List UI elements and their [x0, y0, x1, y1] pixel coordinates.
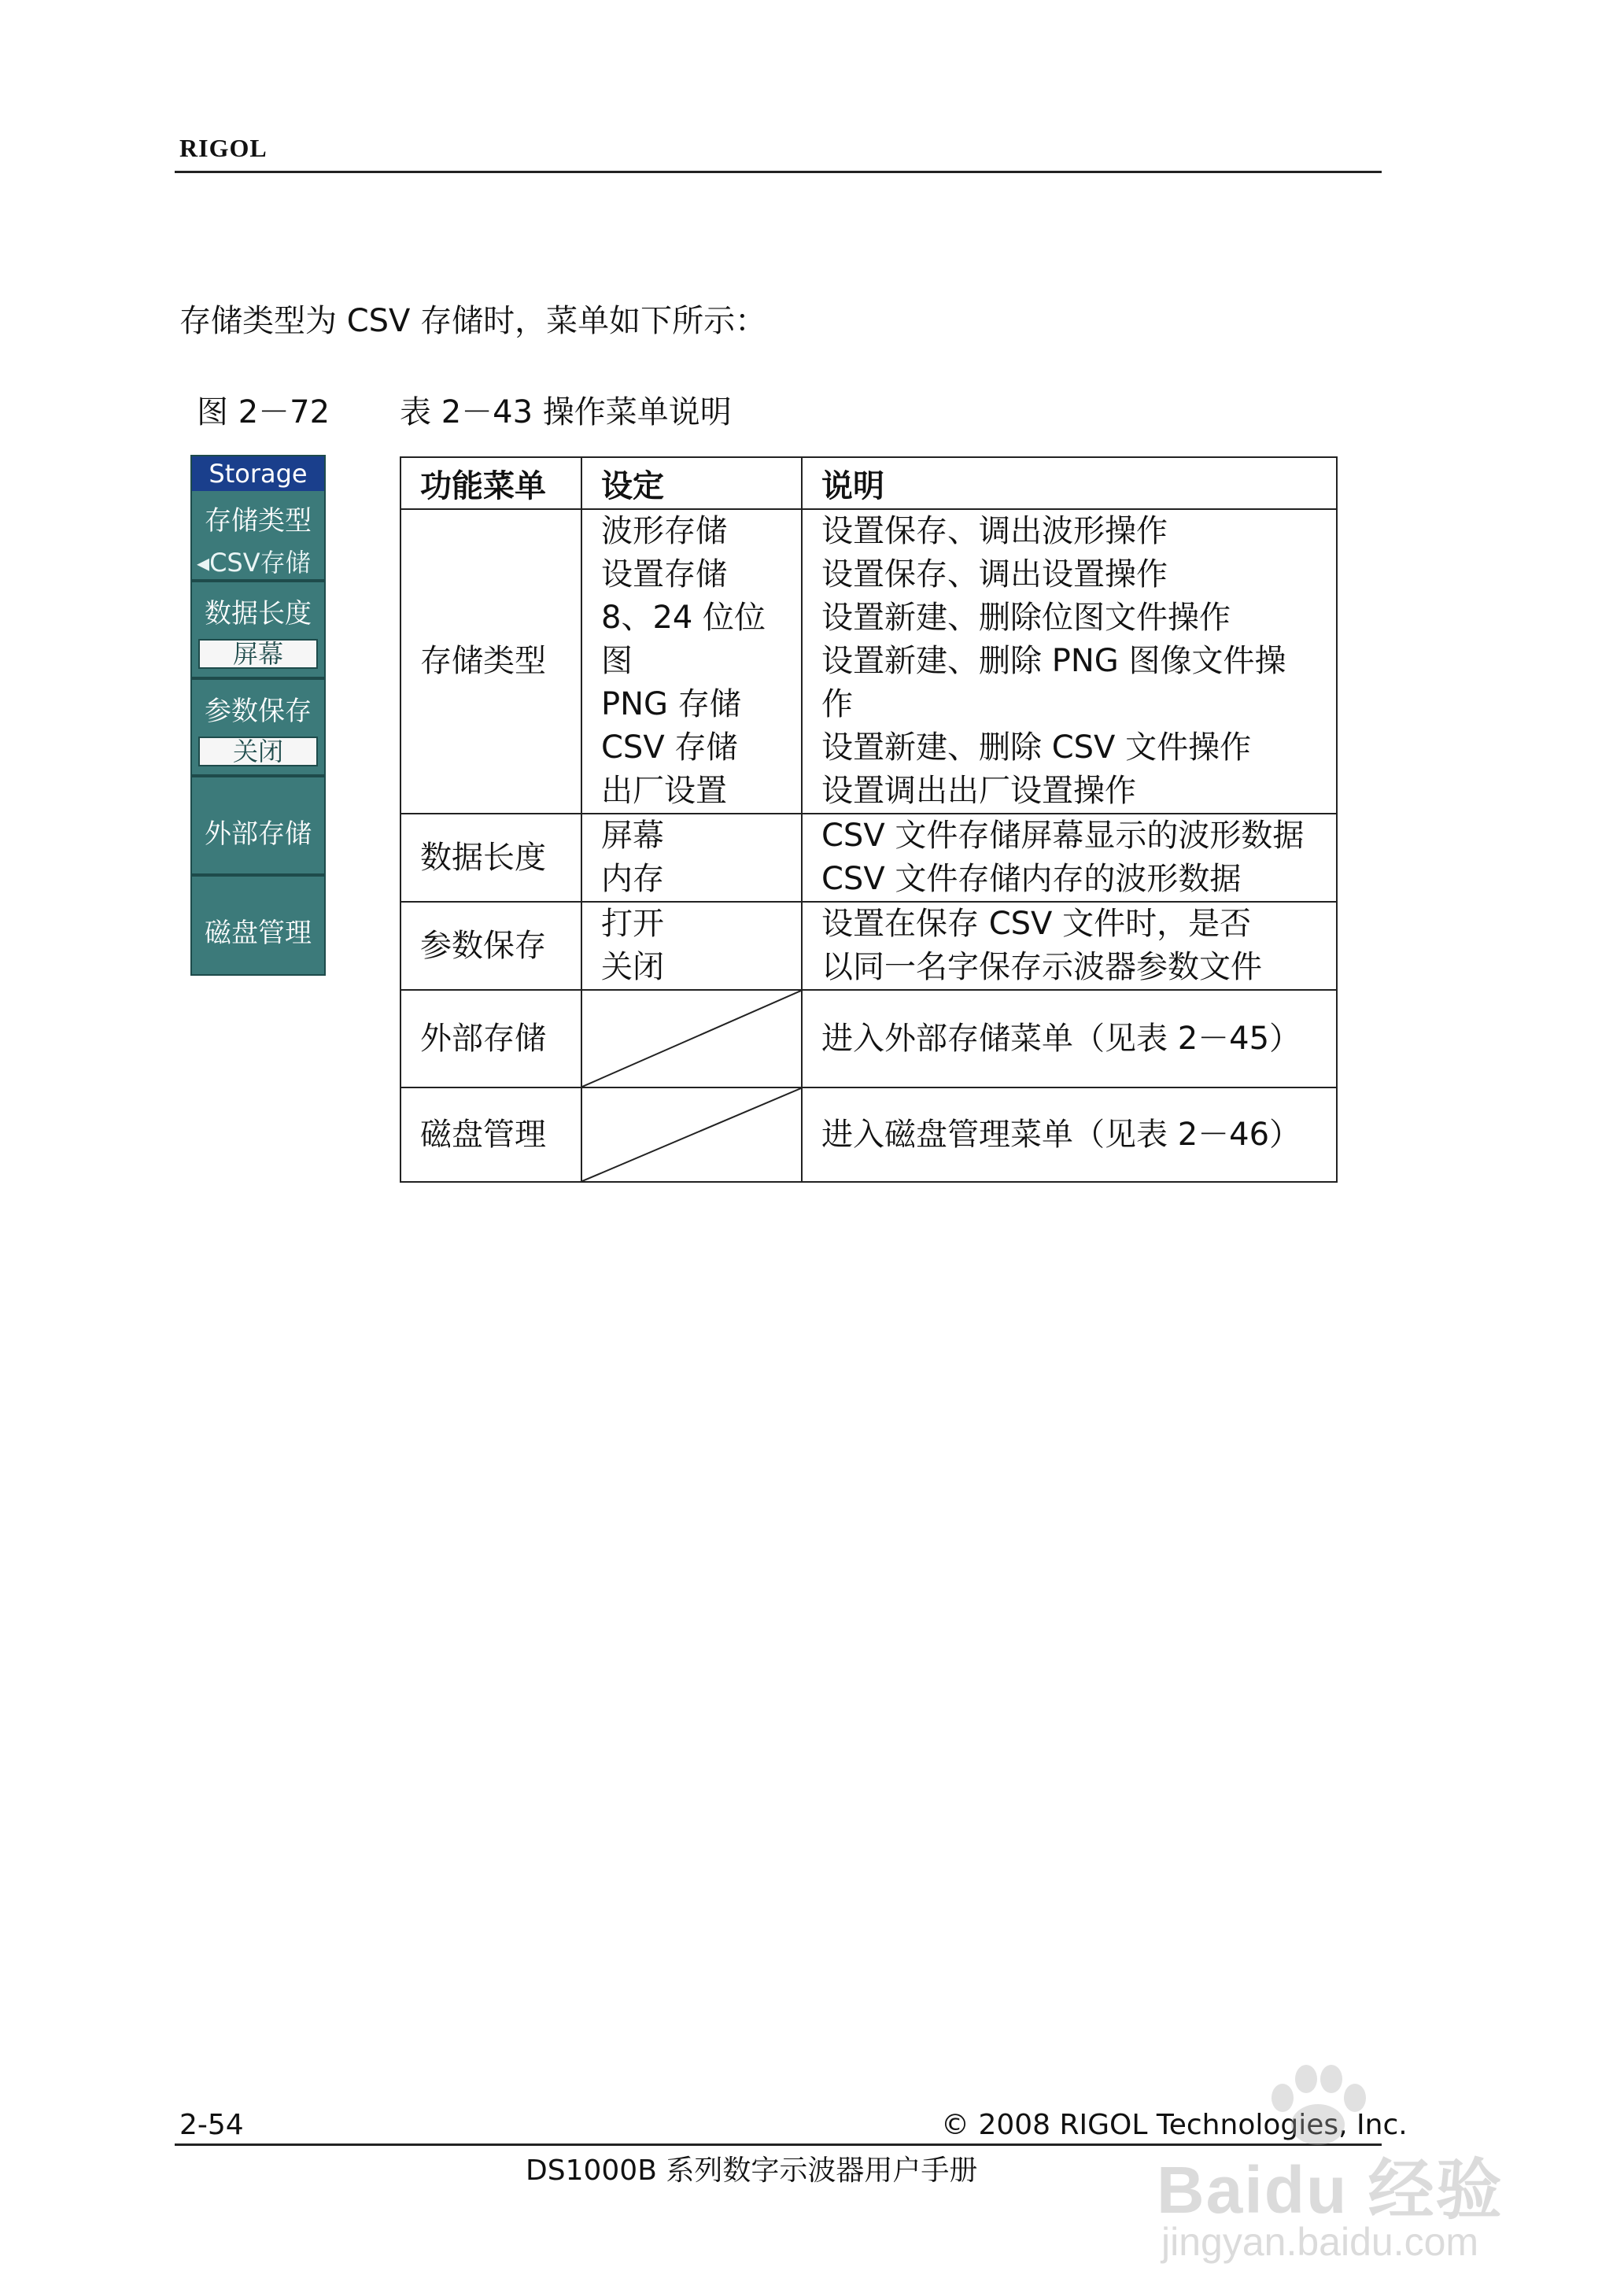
header-rule [175, 171, 1382, 173]
table-cell-desc [802, 509, 1337, 814]
table-row [400, 1087, 1337, 1182]
brand-logo: RIGOL [179, 134, 268, 162]
setting-item: 波形存储 [601, 513, 727, 549]
menu-item-external-storage[interactable]: 外部存储 [205, 818, 312, 850]
table-header: 说明 [802, 457, 1337, 509]
setting-item: 打开 [601, 906, 664, 942]
baidu-watermark [1157, 2062, 1534, 2266]
desc-line: 以同一名字保存示波器参数文件 [821, 949, 1262, 985]
menu-item-param-save[interactable]: 参数保存 [205, 696, 312, 727]
table-cell-empty [581, 990, 802, 1087]
menu-item-data-length[interactable]: 数据长度 [205, 598, 312, 630]
desc-line: CSV 文件存储内存的波形数据 [821, 861, 1242, 897]
setting-item: CSV 存储 [601, 729, 738, 766]
table-cell-func: 数据长度 [400, 814, 581, 902]
table-cell-func: 外部存储 [400, 990, 581, 1087]
setting-item: 内存 [601, 861, 664, 897]
diagonal-slash [582, 991, 801, 1087]
setting-item: PNG 存储 [601, 686, 741, 722]
table-cell-desc [802, 1087, 1337, 1182]
footer-title: DS1000B 系列数字示波器用户手册 [526, 2155, 978, 2187]
menu-item-storage-type-value: ◂CSV存储 [197, 548, 311, 578]
table-cell-empty [581, 1087, 802, 1182]
menu-separator [192, 774, 324, 777]
setting-item: 设置存储 [601, 556, 727, 593]
table-header: 功能菜单 [400, 457, 581, 509]
desc-line: 设置新建、删除 PNG 图像文件操作 [821, 643, 1286, 722]
watermark-brand: Baidu 经验 [1157, 2153, 1504, 2227]
table-header: 设定 [581, 457, 802, 509]
table-row [400, 509, 1337, 814]
table-cell-settings [581, 814, 802, 902]
watermark-url: jingyan.baidu.com [1161, 2220, 1479, 2264]
figure-caption: 图 2－72 [197, 394, 330, 430]
table-cell-desc [802, 990, 1337, 1087]
desc-line: 设置在保存 CSV 文件时，是否 [821, 906, 1252, 942]
table-header-row [400, 457, 1337, 509]
desc-line: 进入外部存储菜单（见表 2－45） [821, 1020, 1301, 1057]
table-cell-settings [581, 509, 802, 814]
menu-title: Storage [192, 456, 324, 491]
menu-separator [192, 873, 324, 877]
table-cell-desc [802, 902, 1337, 990]
table-cell-func: 磁盘管理 [400, 1087, 581, 1182]
page-number: 2-54 [179, 2109, 244, 2141]
diagonal-slash [582, 1088, 801, 1181]
menu-item-storage-type[interactable]: 存储类型 [205, 505, 312, 537]
desc-line: 设置保存、调出波形操作 [821, 513, 1168, 549]
desc-line: 设置调出出厂设置操作 [821, 773, 1136, 809]
operation-menu-table [400, 456, 1338, 1183]
menu-separator [192, 677, 324, 680]
storage-menu [190, 455, 326, 976]
desc-line: 设置新建、删除位图文件操作 [821, 600, 1231, 636]
menu-item-disk-manage[interactable]: 磁盘管理 [205, 918, 312, 949]
table-cell-desc [802, 814, 1337, 902]
table-row [400, 990, 1337, 1087]
paw-icon [1259, 2062, 1377, 2148]
setting-item: 8、24 位位图 [601, 600, 766, 679]
setting-item: 屏幕 [601, 818, 664, 854]
menu-separator [192, 579, 324, 582]
desc-line: 进入磁盘管理菜单（见表 2－46） [821, 1116, 1301, 1153]
desc-line: CSV 文件存储屏幕显示的波形数据 [821, 818, 1305, 854]
menu-item-data-length-value: 屏幕 [198, 639, 318, 669]
copyright: © 2008 RIGOL Technologies, Inc. [941, 2109, 1408, 2141]
table-cell-func: 参数保存 [400, 902, 581, 990]
setting-item: 关闭 [601, 949, 664, 985]
table-row [400, 814, 1337, 902]
intro-text: 存储类型为 CSV 存储时，菜单如下所示： [179, 303, 767, 339]
menu-item-param-save-value: 关闭 [198, 737, 318, 766]
table-caption: 表 2－43 操作菜单说明 [400, 394, 732, 430]
desc-line: 设置新建、删除 CSV 文件操作 [821, 729, 1252, 766]
table-row [400, 902, 1337, 990]
table-cell-func: 存储类型 [400, 509, 581, 814]
table-cell-settings [581, 902, 802, 990]
setting-item: 出厂设置 [601, 773, 727, 809]
desc-line: 设置保存、调出设置操作 [821, 556, 1168, 593]
